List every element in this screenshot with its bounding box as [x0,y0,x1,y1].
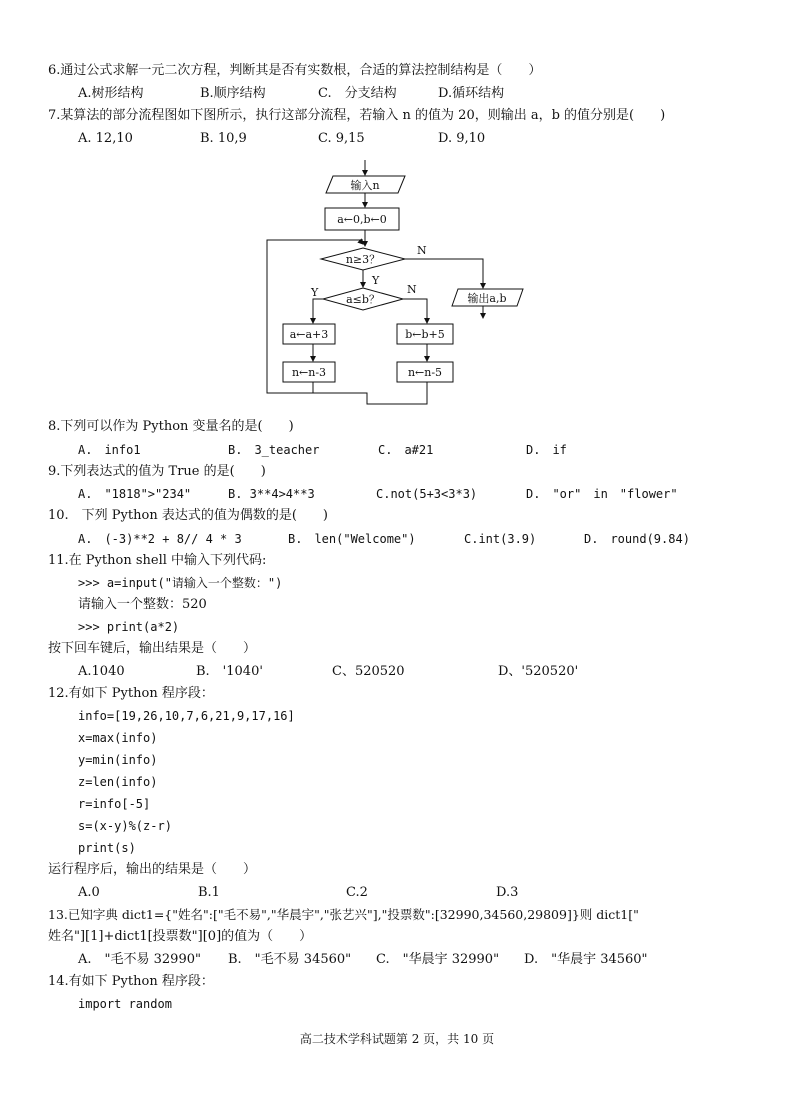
y-label-top: Y [372,274,380,287]
q6-option-d: D.循环结构 [438,86,505,101]
q10-option-c: C.int(3.9) [464,532,537,546]
q12-code-line-2: x=max(info) [78,731,158,745]
q12-option-b: B.1 [198,885,220,900]
q10-option-d: D. round(9.84) [584,532,690,546]
q13-options [78,951,758,969]
output-label: 输出a,b [467,292,507,305]
q7-option-b: B. 10,9 [200,131,247,146]
q9-option-b: B. 3**4>4**3 [228,487,315,501]
q8-stem: 8.下列可以作为 Python 变量名的是( ) [48,419,294,434]
q6-options [78,85,758,103]
q9-options [78,485,758,503]
q9-stem: 9.下列表达式的值为 True 的是( ) [48,464,266,479]
q11-code-line-1: >>> a=input("请输入一个整数：") [78,576,283,590]
q13-stem-line-2: 姓名"][1]+dict1[投票数"][0]的值为（ ） [48,929,313,944]
q10-stem: 10. 下列 Python 表达式的值为偶数的是( ) [48,508,328,523]
q8-option-b: B. 3_teacher [228,443,320,457]
q11-options [78,663,758,681]
right-decrement-label: n←n-5 [407,366,443,379]
q8-option-d: D. if [526,443,567,457]
q6-option-b: B.顺序结构 [200,86,266,101]
q12-code-line-6: s=(x-y)%(z-r) [78,819,172,833]
init-label: a←0,b←0 [337,213,387,226]
q13-option-b: B. "毛不易 34560" [228,952,352,967]
q14-stem: 14.有如下 Python 程序段： [48,974,214,989]
q13-stem-line-1: 13.已知字典 dict1={"姓名":["毛不易","华晨宇","张艺兴"],"投票数":[32990,34560,29809]}则 dict1[" [48,907,639,922]
q12-option-c: C.2 [346,885,368,900]
n-label-right: N [407,283,417,296]
q11-code-line-2: 请输入一个整数：520 [78,597,207,612]
q8-option-c: C. a#21 [378,443,434,457]
q7-option-a: A. 12,10 [78,131,133,146]
q10-option-a: A. (-3)**2 + 8// 4 * 3 [78,532,242,546]
q13-option-a: A. "毛不易 32990" [78,952,201,967]
algorithm-flowchart [255,158,545,408]
n-label-top: N [417,244,427,257]
q12-code-line-7: print(s) [78,841,136,855]
left-decrement-label: n←n-3 [291,366,327,379]
q12-options [78,884,758,902]
q12-code-line-5: r=info[-5] [78,797,151,811]
q12-code-line-4: z=len(info) [78,775,158,789]
q12-code-line-3: y=min(info) [78,753,158,767]
q7-option-d: D. 9,10 [438,131,486,146]
q11-option-b: B. '1040' [196,664,263,679]
q10-options [78,530,758,548]
page-footer: 高二技术学科试题第 2 页，共 10 页 [299,1032,495,1046]
q13-option-d: D. "华晨宇 34560" [524,952,648,967]
q7-stem: 7.某算法的部分流程图如下图所示，执行这部分流程，若输入 n 的值为 20，则输出 a，b 的值分别是( ) [48,108,666,123]
q9-option-a: A. "1818">"234" [78,487,192,501]
right-assign-label: b←b+5 [405,328,445,341]
q14-code-line-1: import random [78,997,172,1011]
q11-option-d: D、'520520' [498,664,579,679]
q8-option-a: A. info1 [78,443,141,457]
q12-stem: 12.有如下 Python 程序段： [48,686,214,701]
q7-option-c: C. 9,15 [318,131,365,146]
q11-stem: 11.在 Python shell 中输入下列代码: [48,553,267,568]
q10-option-b: B. len("Welcome") [288,532,416,546]
q12-option-d: D.3 [496,885,519,900]
q6-option-a: A.树形结构 [78,86,144,101]
q11-option-a: A.1040 [78,664,125,679]
left-assign-label: a←a+3 [289,328,329,341]
q6-option-c: C. 分支结构 [318,86,397,101]
q12-code-line-1: info=[19,26,10,7,6,21,9,17,16] [78,709,295,723]
condition-n-label: n≥3？ [345,253,381,266]
q12-option-a: A.0 [78,885,100,900]
q12-after: 运行程序后，输出的结果是（ ） [48,862,257,877]
q9-option-d: D. "or" in "flower" [526,487,678,501]
q11-after: 按下回车键后，输出结果是（ ） [48,641,257,656]
q7-options [78,130,758,148]
q11-code-line-3: >>> print(a*2) [78,620,180,634]
q9-option-c: C.not(5+3<3*3) [376,487,478,501]
y-label-left: Y [311,286,319,299]
q11-option-c: C、520520 [332,664,405,679]
q6-stem: 6.通过公式求解一元二次方程，判断其是否有实数根，合适的算法控制结构是（ ） [48,63,542,78]
input-label: 输入n [350,179,380,192]
q13-option-c: C. "华晨宇 32990" [376,952,500,967]
condition-ab-label: a≤b？ [346,293,380,306]
q8-options [78,441,758,459]
